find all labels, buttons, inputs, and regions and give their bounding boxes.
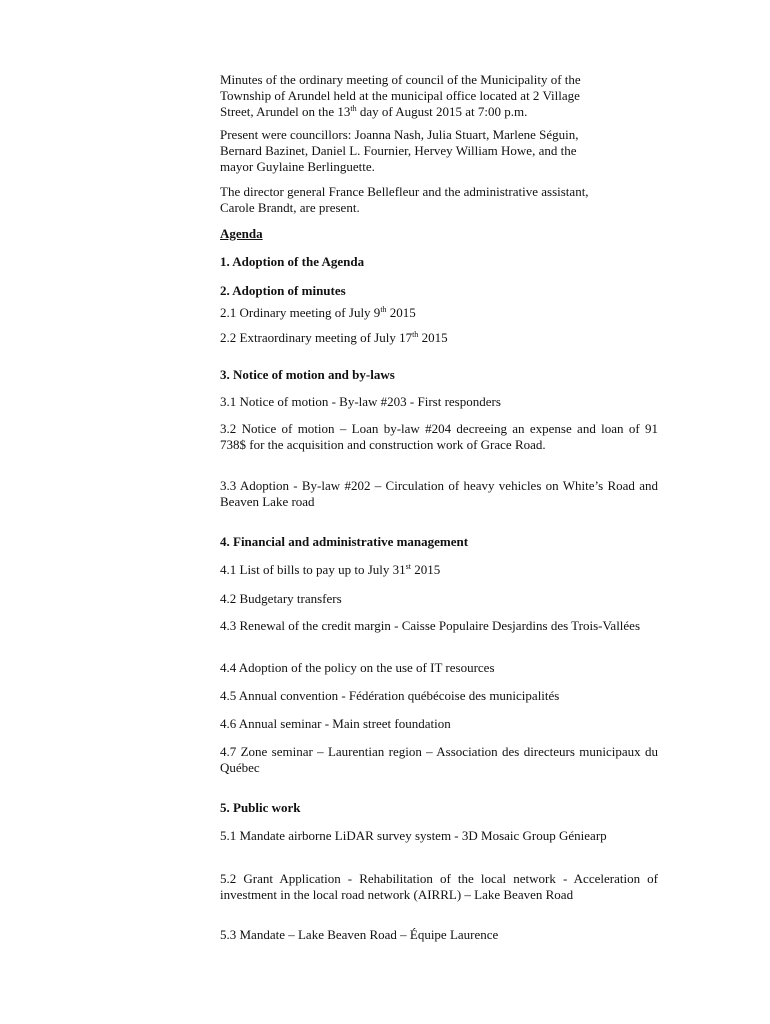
agenda-item-3-1: 3.1 Notice of motion - By-law #203 - First responders bbox=[220, 394, 501, 409]
item-text: 2015 bbox=[410, 562, 441, 577]
present-line: mayor Guylaine Berlinguette. bbox=[220, 159, 375, 174]
agenda-item-5-3: 5.3 Mandate – Lake Beaven Road – Équipe Laurence bbox=[220, 927, 499, 942]
agenda-item-4-7: 4.7 Zone seminar – Laurentian region – Association des directeurs municipaux du Québec bbox=[220, 744, 658, 775]
director-paragraph bbox=[220, 184, 658, 216]
agenda-item-3-3: 3.3 Adoption - By-law #202 – Circulation of heavy vehicles on White’s Road and Beaven Lake road bbox=[220, 478, 658, 509]
agenda-item-4-4: 4.4 Adoption of the policy on the use of IT resources bbox=[220, 660, 495, 675]
item-text: 2015 bbox=[418, 330, 448, 345]
item-text: 2.1 Ordinary meeting of July 9 bbox=[220, 305, 381, 320]
item-text: 2.2 Extraordinary meeting of July 17 bbox=[220, 330, 413, 345]
agenda-item-2-1 bbox=[220, 305, 658, 321]
ordinal-suffix: th bbox=[350, 104, 357, 113]
agenda-item-5-2: 5.2 Grant Application - Rehabilitation of the local network - Acceleration of investment in the local road network (AIRRL) – Lake Beaven Road bbox=[220, 871, 658, 902]
item-text: 2015 bbox=[386, 305, 416, 320]
agenda-item-4-6: 4.6 Annual seminar - Main street foundation bbox=[220, 716, 451, 731]
director-line: The director general France Bellefleur and the administrative assistant, bbox=[220, 184, 589, 199]
intro-line: Township of Arundel held at the municipal office located at 2 Village bbox=[220, 88, 580, 103]
section-heading-1: 1. Adoption of the Agenda bbox=[220, 254, 365, 269]
item-text: 4.1 List of bills to pay up to July 31 bbox=[220, 562, 406, 577]
agenda-heading: Agenda bbox=[220, 226, 263, 241]
ordinal-suffix: th bbox=[380, 305, 387, 314]
section-heading-2: 2. Adoption of minutes bbox=[220, 283, 346, 298]
section-heading-5: 5. Public work bbox=[220, 800, 301, 815]
agenda-item-4-1 bbox=[220, 562, 658, 578]
intro-line bbox=[220, 104, 658, 120]
intro-paragraph bbox=[220, 72, 658, 120]
agenda-item-5-1: 5.1 Mandate airborne LiDAR survey system - 3D Mosaic Group Géniearp bbox=[220, 828, 607, 843]
agenda-item-4-3: 4.3 Renewal of the credit margin - Caisse Populaire Desjardins des Trois-Vallées bbox=[220, 618, 641, 633]
agenda-item-4-2: 4.2 Budgetary transfers bbox=[220, 591, 342, 606]
intro-text: day of August 2015 at 7:00 p.m. bbox=[356, 104, 528, 119]
director-line: Carole Brandt, are present. bbox=[220, 200, 360, 215]
agenda-item-4-5: 4.5 Annual convention - Fédération québécoise des municipalités bbox=[220, 688, 560, 703]
ordinal-suffix: st bbox=[405, 562, 411, 571]
agenda-item-2-2 bbox=[220, 330, 658, 346]
intro-text: Street, Arundel on the 13 bbox=[220, 104, 351, 119]
intro-line: Minutes of the ordinary meeting of council of the Municipality of the bbox=[220, 72, 581, 87]
section-heading-4: 4. Financial and administrative management bbox=[220, 534, 469, 549]
ordinal-suffix: th bbox=[412, 330, 419, 339]
agenda-item-3-2: 3.2 Notice of motion – Loan by-law #204 decreeing an expense and loan of 91 738$ for the acquisition and construction work of Grace Road. bbox=[220, 421, 658, 452]
present-line: Present were councillors: Joanna Nash, Julia Stuart, Marlene Séguin, bbox=[220, 127, 579, 142]
present-paragraph bbox=[220, 127, 658, 175]
present-line: Bernard Bazinet, Daniel L. Fournier, Hervey William Howe, and the bbox=[220, 143, 577, 158]
section-heading-3: 3. Notice of motion and by-laws bbox=[220, 367, 395, 382]
